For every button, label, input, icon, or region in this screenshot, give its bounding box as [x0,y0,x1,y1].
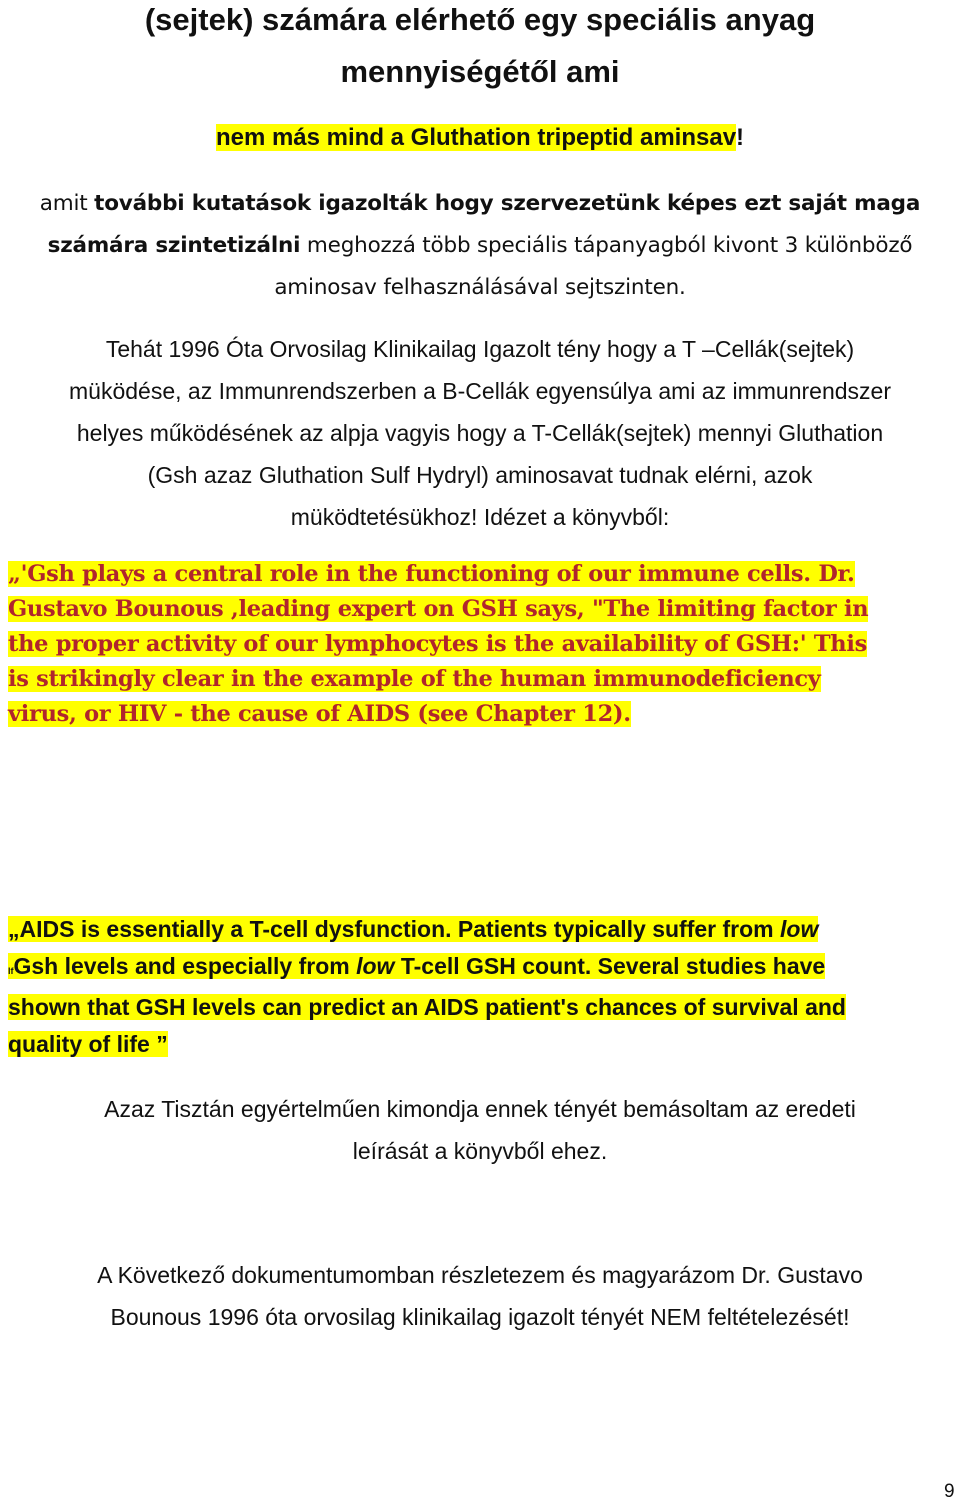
page-number: 9 [944,1481,955,1502]
quote-italic: low [356,952,395,979]
quote-text: T-cell GSH count. Several studies have [394,952,826,979]
gluthation-highlight-line [0,118,960,158]
gsh-quote-block [8,557,953,732]
tehat-line: müködtetésükhoz! Idézet a könyvből: [290,504,670,530]
tehat-line: (Gsh azaz Gluthation Sulf Hydryl) aminosavat tudnak elérni, azok [147,462,813,488]
quote-tiny-text: lf [8,965,14,976]
exclamation-mark: ! [736,124,745,151]
research-rest-1: meghozzá több speciális tápanyagból kivont 3 különböző [300,233,913,258]
tehat-line: Tehát 1996 Óta Orvosilag Klinikailag Igazolt tény hogy a T –Cellák(sejtek) [105,336,855,362]
highlighted-text: nem más mind a Gluthation tripeptid aminsav [215,124,737,151]
quote-text: shown that GSH levels can predict an AIDS patient's chances of survival and [8,994,846,1020]
quote-text: Gsh levels and especially from [13,952,357,979]
azaz-paragraph [0,1088,960,1172]
heading-line-1: (sejtek) számára elérhető egy speciális anyag [144,2,816,37]
kovetkezo-line: A Következő dokumentumomban részletezem és magyarázom Dr. Gustavo [97,1262,863,1288]
quote-line: virus, or HIV - the cause of AIDS (see Chapter 12). [8,701,631,727]
azaz-line: leírását a könyvből ehez. [352,1138,608,1164]
quote-italic: low [780,916,819,942]
kovetkezo-line: Bounous 1996 óta orvosilag klinikailag igazolt tényét NEM feltételezését! [110,1304,850,1330]
tehat-line: müködése, az Immunrendszerben a B-Cellák egyensúlya ami az immunrendszer [69,378,891,404]
quote-line: „'Gsh plays a central role in the functioning of our immune cells. Dr. [8,561,855,587]
research-paragraph [0,183,960,309]
research-intro: amit [39,191,95,216]
azaz-line: Azaz Tisztán egyértelműen kimondja ennek tényét bemásoltam az eredeti [104,1096,856,1122]
quote-line: Gustavo Bounous ,leading expert on GSH says, "The limiting factor in [8,596,869,622]
aids-quote-block [8,911,953,1062]
quote-line: the proper activity of our lymphocytes is the availability of GSH:' This [8,631,867,657]
research-rest-2: aminosav felhasználásával sejtszinten. [274,275,686,300]
tehat-line: helyes működésének az alpja vagyis hogy a T-Cellák(sejtek) mennyi Gluthation [76,420,884,446]
kovetkezo-paragraph [0,1254,960,1338]
quote-text: „AIDS is essentially a T-cell dysfunction. Patients typically suffer from [8,916,781,942]
quote-line: is strikingly clear in the example of the human immunodeficiency [8,666,821,692]
research-bold-1: további kutatások igazolták hogy szervezetünk képes ezt saját maga [94,191,921,216]
heading-line-2: mennyiségétől ami [340,54,620,89]
research-bold-2: számára szintetizálni [47,233,301,258]
tehat-paragraph [0,328,960,538]
quote-text: quality of life ” [8,1030,168,1057]
